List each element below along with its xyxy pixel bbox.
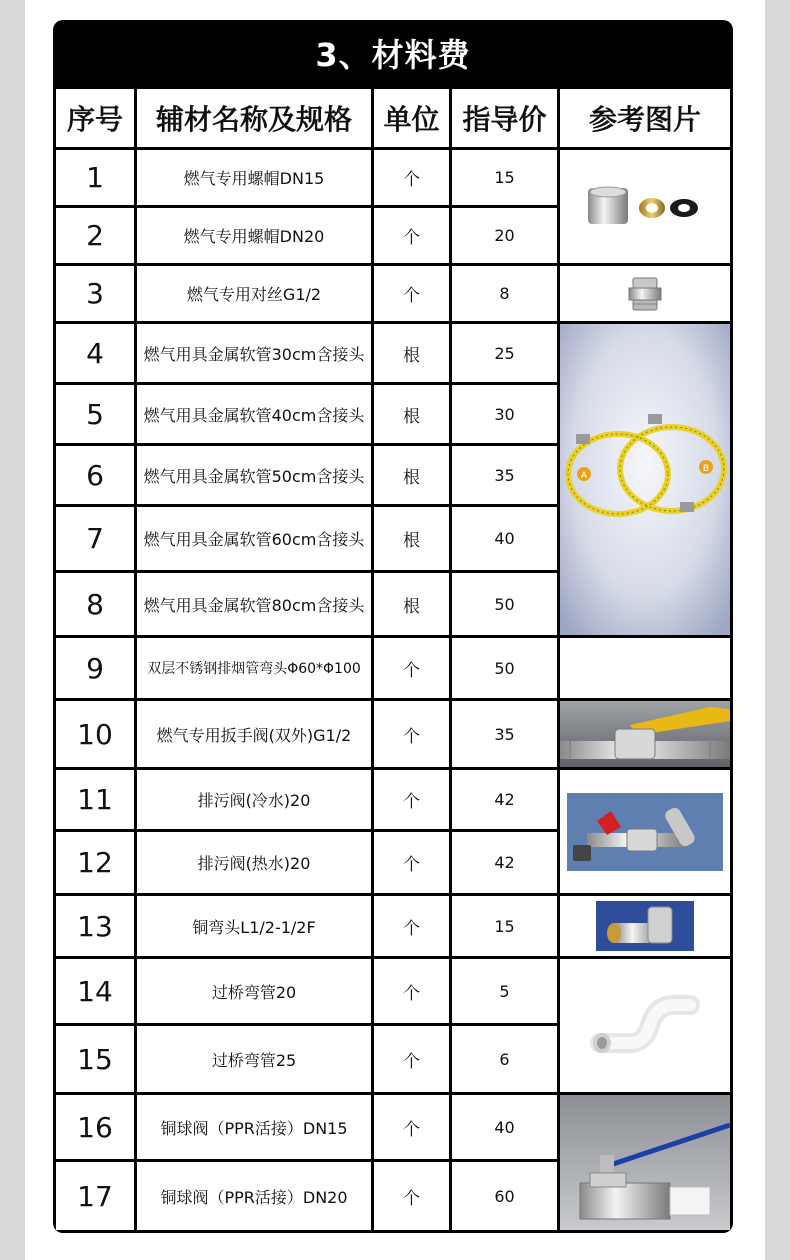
drain-valve-image [560,770,730,893]
hose-label-b: B [702,464,710,474]
row-3-price: 8 [452,266,557,321]
row-3-unit: 个 [374,266,449,321]
row-3-index: 3 [56,266,134,321]
header-price: 指导价 [452,89,557,147]
bridge-bend-image [560,959,730,1092]
hose-label-a: A [580,471,588,481]
row-6-price: 35 [452,446,557,504]
row-7-name: 燃气用具金属软管60cm含接头 [137,507,371,570]
wrench-valve-image [560,701,730,767]
row-14-price: 5 [452,959,557,1023]
row-4-unit: 根 [374,324,449,382]
row-15-index: 15 [56,1026,134,1092]
copper-elbow-image [560,896,730,956]
materials-table [53,20,733,1233]
row-13-unit: 个 [374,896,449,956]
table-title: 3、材料费 [315,36,471,74]
row-6-name: 燃气用具金属软管50cm含接头 [137,446,371,504]
row-9-price: 50 [452,638,557,698]
row-13-name: 铜弯头L1/2-1/2F [137,896,371,956]
row-9-index: 9 [56,638,134,698]
nipple-image [560,266,730,321]
row-8-index: 8 [56,573,134,635]
header-unit: 单位 [374,89,449,147]
row-8-price: 50 [452,573,557,635]
row-17-price: 60 [452,1162,557,1230]
row-15-price: 6 [452,1026,557,1092]
row-2-unit: 个 [374,208,449,263]
row-9-image-empty [560,638,730,698]
row-5-name: 燃气用具金属软管40cm含接头 [137,385,371,443]
row-4-index: 4 [56,324,134,382]
row-4-price: 25 [452,324,557,382]
row-12-name: 排污阀(热水)20 [137,832,371,893]
row-5-index: 5 [56,385,134,443]
row-12-index: 12 [56,832,134,893]
ball-valve-image [560,1095,730,1230]
row-1-unit: 个 [374,150,449,205]
nut-image [560,150,730,263]
row-11-index: 11 [56,770,134,829]
row-2-price: 20 [452,208,557,263]
row-9-unit: 个 [374,638,449,698]
row-12-unit: 个 [374,832,449,893]
row-12-price: 42 [452,832,557,893]
row-16-unit: 个 [374,1095,449,1159]
row-17-name: 铜球阀（PPR活接）DN20 [137,1162,371,1230]
header-name: 辅材名称及规格 [137,89,371,147]
row-11-unit: 个 [374,770,449,829]
row-7-index: 7 [56,507,134,570]
row-5-price: 30 [452,385,557,443]
row-10-unit: 个 [374,701,449,767]
row-16-price: 40 [452,1095,557,1159]
row-16-index: 16 [56,1095,134,1159]
row-6-index: 6 [56,446,134,504]
row-1-name: 燃气专用螺帽DN15 [137,150,371,205]
row-1-price: 15 [452,150,557,205]
row-8-name: 燃气用具金属软管80cm含接头 [137,573,371,635]
row-16-name: 铜球阀（PPR活接）DN15 [137,1095,371,1159]
row-10-price: 35 [452,701,557,767]
row-14-unit: 个 [374,959,449,1023]
header-image: 参考图片 [560,89,730,147]
row-1-index: 1 [56,150,134,205]
row-2-index: 2 [56,208,134,263]
row-5-unit: 根 [374,385,449,443]
row-14-name: 过桥弯管20 [137,959,371,1023]
row-10-index: 10 [56,701,134,767]
row-13-index: 13 [56,896,134,956]
row-2-name: 燃气专用螺帽DN20 [137,208,371,263]
row-6-unit: 根 [374,446,449,504]
row-7-price: 40 [452,507,557,570]
row-11-price: 42 [452,770,557,829]
row-17-index: 17 [56,1162,134,1230]
row-7-unit: 根 [374,507,449,570]
row-14-index: 14 [56,959,134,1023]
header-index: 序号 [56,89,134,147]
hose-image [560,324,730,635]
row-15-unit: 个 [374,1026,449,1092]
row-8-unit: 根 [374,573,449,635]
row-15-name: 过桥弯管25 [137,1026,371,1092]
row-9-name: 双层不锈钢排烟管弯头Φ60*Φ100 [137,638,371,698]
row-3-name: 燃气专用对丝G1/2 [137,266,371,321]
row-10-name: 燃气专用扳手阀(双外)G1/2 [137,701,371,767]
row-13-price: 15 [452,896,557,956]
page [25,0,765,1260]
row-11-name: 排污阀(冷水)20 [137,770,371,829]
row-17-unit: 个 [374,1162,449,1230]
row-4-name: 燃气用具金属软管30cm含接头 [137,324,371,382]
